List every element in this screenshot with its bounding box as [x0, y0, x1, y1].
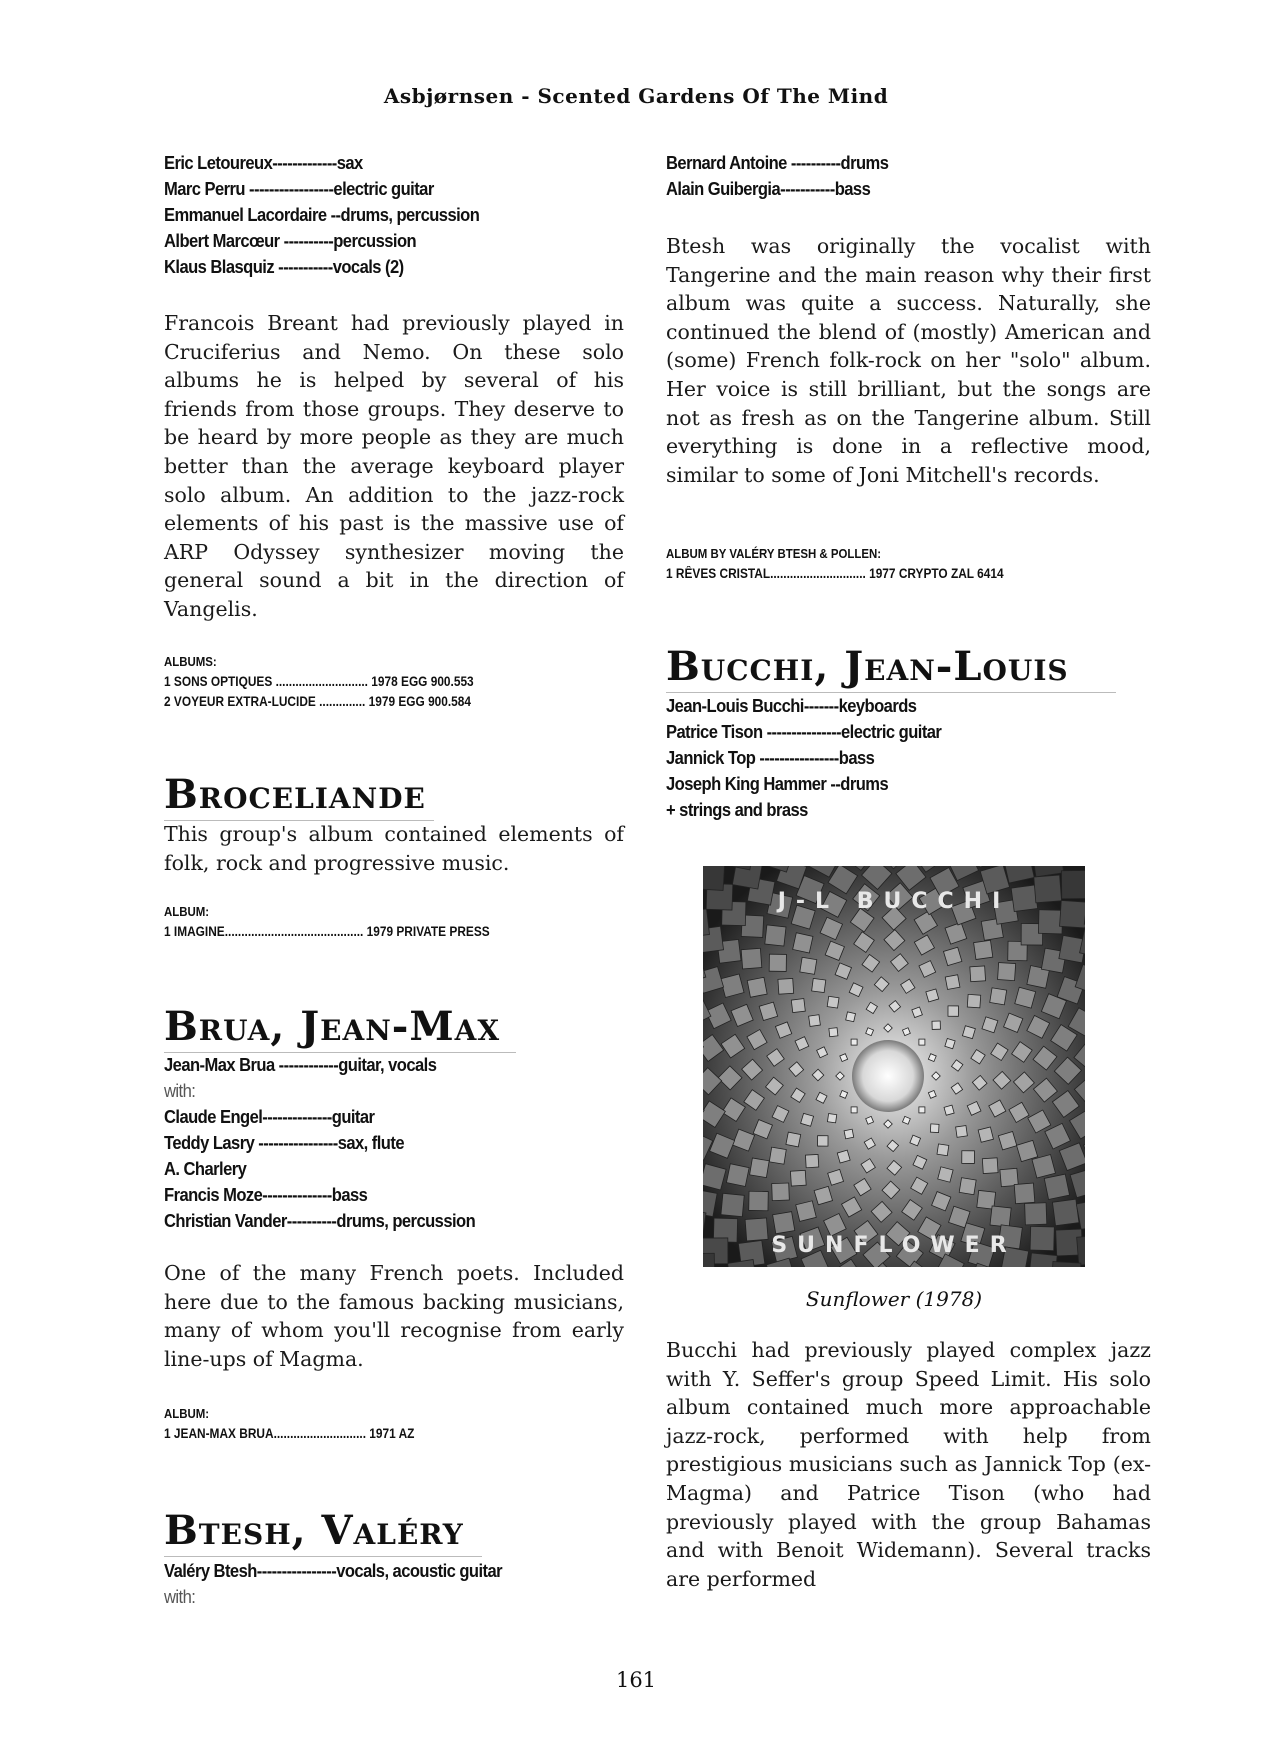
pattern-cell [772, 1183, 790, 1201]
pattern-cell [809, 1015, 821, 1027]
page-number: 161 [615, 1668, 657, 1692]
lineup-line: Francis Moze--------------bass [164, 1185, 368, 1205]
pattern-cell [937, 1144, 949, 1156]
lineup-line: with: [164, 1081, 196, 1101]
pattern-cell [1025, 1203, 1047, 1225]
pattern-cell [800, 957, 817, 974]
discography-line: 1 JEAN-MAX BRUA............................ 1971 AZ [164, 1426, 415, 1441]
pattern-cell [721, 1193, 744, 1216]
pattern-cell [812, 978, 826, 992]
discography-line: 2 VOYEUR EXTRA-LUCIDE .............. 1979 EGG 900.584 [164, 694, 472, 709]
section-heading: Bucchi, Jean-Louis [666, 643, 1069, 690]
running-title: Asbjørnsen - Scented Gardens Of The Mind [383, 84, 889, 108]
pattern-cell [805, 1154, 818, 1167]
pattern-cell [990, 1206, 1011, 1227]
lineup-line: Alain Guibergia-----------bass [666, 179, 871, 199]
pattern-cell [944, 1105, 954, 1115]
pattern-cell [1060, 900, 1085, 927]
pattern-cell [818, 1136, 828, 1146]
lineup-line: Bernard Antoine ----------drums [666, 153, 889, 173]
pattern-cell [967, 994, 980, 1007]
lineup-line: Jannick Top ----------------bass [666, 748, 875, 768]
btesh-lineup-continued [666, 150, 1151, 202]
pattern-cell [790, 1170, 806, 1186]
pattern-cell [1061, 870, 1085, 898]
pattern-cell [948, 1006, 958, 1016]
pattern-cell [791, 999, 805, 1013]
lineup-line: Jean-Max Brua ------------guitar, vocals [164, 1055, 437, 1075]
pattern-cell [978, 1127, 993, 1142]
pattern-cell [956, 1126, 968, 1138]
section-heading: Broceliande [164, 771, 426, 818]
lineup-line: Claude Engel--------------guitar [164, 1107, 375, 1127]
pattern-cell [726, 1164, 749, 1187]
pattern-cell [1030, 1226, 1054, 1250]
section-heading: Brua, Jean-Max [164, 1003, 501, 1050]
pattern-cell [1011, 885, 1037, 911]
pattern-cell [749, 1191, 769, 1211]
pattern-cell [1038, 910, 1062, 934]
breant-discography [164, 652, 624, 712]
lineup-line: A. Charlery [164, 1159, 247, 1179]
discography-heading: ALBUMS: [164, 654, 217, 669]
lineup-line: Teddy Lasry ----------------sax, flute [164, 1133, 404, 1153]
pattern-cell [938, 1167, 953, 1182]
pattern-cell [1034, 875, 1062, 903]
brua-lineup [164, 1052, 624, 1234]
pattern-cell [926, 989, 939, 1002]
lineup-line: Jean-Louis Bucchi-------keyboards [666, 696, 917, 716]
lineup-line: Klaus Blasquiz -----------vocals (2) [164, 257, 404, 277]
pattern-cell [1000, 1168, 1018, 1186]
pattern-cell [827, 996, 839, 1008]
pattern-cell [837, 1150, 850, 1163]
brua-text: One of the many French poets. Included here due to the famous backing musicians, many of whom you'll recognise from early line-ups of Magma. [164, 1261, 624, 1371]
pattern-cell [1044, 1174, 1069, 1199]
lineup-line: Valéry Btesh----------------vocals, acoustic guitar [164, 1561, 503, 1581]
pattern-cell [703, 1253, 715, 1267]
discography-line: 1 IMAGINE.......................................... 1979 PRIVATE PRESS [164, 924, 490, 939]
pattern-cell [932, 1021, 940, 1029]
pattern-cell [747, 977, 767, 997]
discography-line: 1 SONS OPTIQUES ............................ 1978 EGG 900.553 [164, 674, 474, 689]
pattern-cell [793, 933, 813, 953]
brua-discography [164, 1404, 624, 1444]
pattern-cell [765, 925, 786, 946]
pattern-cell [945, 975, 960, 990]
pattern-cell [998, 963, 1016, 981]
pattern-cell [959, 1178, 976, 1195]
lineup-line: Eric Letoureux-------------sax [164, 153, 363, 173]
pattern-cell [982, 1158, 998, 1174]
cover-album-text: SUNFLOWER [771, 1233, 1017, 1258]
breant-lineup [164, 150, 624, 280]
pattern-cell [778, 978, 794, 994]
pattern-cell [769, 1147, 786, 1164]
pattern-cell [741, 948, 762, 969]
lineup-line: Christian Vander----------drums, percussion [164, 1211, 476, 1231]
btesh-lineup [164, 1558, 624, 1610]
pattern-cell [827, 1114, 836, 1123]
btesh-text: Btesh was originally the vocalist with Tangerine and the main reason why their first album was quite a success. Naturally, she continued the blend of (mostly) American and (some) French folk-rock on her "solo" album. Her voice is still brilliant, but the songs are not as fresh as on the Tangerine album. Still everything is done in a reflective mood, similar to some of Joni Mitchell's records. [666, 234, 1151, 487]
cover-title-text: J-L BUCCHI [777, 889, 1011, 914]
pattern-cell [786, 1132, 801, 1147]
discography-heading: ALBUM BY VALÉRY BTESH & POLLEN: [666, 546, 882, 561]
image-caption: Sunflower (1978) [805, 1287, 983, 1311]
broceliande-section [164, 772, 624, 821]
lineup-line: + strings and brass [666, 800, 808, 820]
album-cover-image [703, 866, 1085, 1267]
discography-line: 1 RÊVES CRISTAL............................. 1977 CRYPTO ZAL 6414 [666, 566, 1004, 581]
pattern-cell [750, 1158, 770, 1178]
section-heading: Btesh, Valéry [164, 1507, 464, 1554]
pattern-cell [919, 1039, 925, 1045]
lineup-line: Marc Perru -----------------electric guitar [164, 179, 434, 199]
pattern-cell [962, 1151, 975, 1164]
pattern-cell [846, 1012, 856, 1022]
pattern-cell [990, 988, 1007, 1005]
pattern-cell [769, 954, 786, 971]
pattern-cell [796, 1201, 817, 1222]
brua-section [164, 1004, 624, 1053]
lineup-line: Joseph King Hammer --drums [666, 774, 889, 794]
pattern-cell [1014, 1183, 1035, 1204]
discography-heading: ALBUM: [164, 1406, 210, 1421]
pattern-cell [703, 866, 725, 890]
discography-heading: ALBUM: [164, 904, 210, 919]
broceliande-text: This group's album contained elements of folk, rock and progressive music. [164, 822, 624, 875]
breant-text: Francois Breant had previously played in Cruciferius and Nemo. On these solo albums he is helped by several of his friends from those groups. They deserve to be heard by more people as they are much better than the average keyboard player solo album. An addition to the jazz-rock elements of his past is the massive use of ARP Odyssey synthesizer moving the general sound a bit in the direction of Vangelis. [164, 311, 624, 621]
btesh-discography [666, 544, 1151, 584]
bucchi-section [666, 644, 1151, 693]
bucchi-text: Bucchi had previously played complex jazz with Y. Seffer's group Speed Limit. His solo album contained much more approachable jazz-rock, performed with help from prestigious musicians such as Jannick Top (ex-Magma) and Patrice Tison (who had previously played with the group Bahamas and with Benoit Widemann). Several tracks are performed [666, 1338, 1151, 1591]
pattern-cell [974, 940, 993, 959]
bucchi-lineup [666, 693, 1151, 823]
pattern-cell [844, 1129, 854, 1139]
pattern-cell [745, 1218, 768, 1241]
pattern-cell [1052, 1199, 1078, 1225]
lineup-line: Emmanuel Lacordaire --drums, percussion [164, 205, 480, 225]
pattern-cell [919, 1107, 925, 1113]
pattern-cell [851, 1039, 857, 1045]
heading-rule [164, 1556, 482, 1557]
lineup-line: Patrice Tison ---------------electric guitar [666, 722, 942, 742]
pattern-cell [930, 1124, 939, 1133]
pattern-cell [829, 1028, 838, 1037]
lineup-line: Albert Marcœur ----------percussion [164, 231, 417, 251]
broceliande-discography [164, 902, 624, 942]
pattern-cell [851, 1107, 857, 1113]
pattern-cell [773, 1212, 795, 1234]
pattern-cell [970, 966, 986, 982]
lineup-line: with: [164, 1587, 196, 1607]
btesh-section [164, 1508, 624, 1557]
